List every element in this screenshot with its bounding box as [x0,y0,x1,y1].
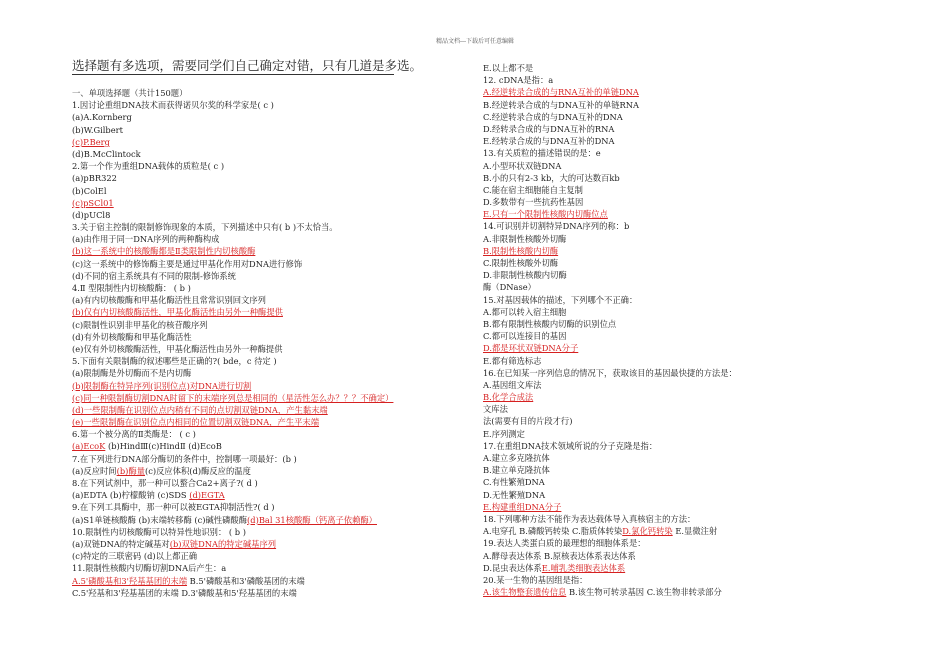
left-line: (d)pUCl8 [72,209,111,220]
right-line: E.经转录合成的与DNA互补的DNA [483,136,615,147]
right-line: A.酵母表达体系 B.原核表达体系表达体系 [483,550,636,561]
left-line: (b)ColEl [72,185,107,196]
left-line [72,245,472,257]
highlighted-answer: (b)这一系统中的核酸酶都是Ⅱ类限制性内切核酸酶 [72,246,256,257]
right-line: 14.可识别并切割特异DNA序列的称：b [483,221,630,232]
left-line: (a)A.Kornberg [72,112,132,123]
right-line: 17.在重组DNA技术领域所说的分子克隆是指： [483,440,658,451]
right-line: 20.某一生物的基因组是指： [483,574,588,585]
left-line [72,380,472,392]
left-line: (a)反应时间(b)酶量(c)反应体积(d)酶反应的温度 [72,465,251,476]
right-line: D.经转录合成的与DNA互补的RNA [483,123,615,134]
left-line: (c)这一系统中的修饰酶主要是通过甲基化作用对DNA进行修饰 [72,258,303,269]
left-line: (a)有内切核酸酶和甲基化酶活性且常常识别回文序列 [72,295,266,306]
right-line: C.经逆转录合成的与DNA互补的DNA [483,111,623,122]
highlighted-answer: E.构建重组DNA分子 [483,501,562,512]
left-line: (a)S1单链核酸酶 (b)末端转移酶 (c)碱性磷酸酶(d)Bal 31核酸酶（钙离子依赖酶） [72,514,377,525]
right-line: 法(需要有目的片段才行) [483,416,573,427]
left-line: (d)有外切核酸酶和甲基化酶活性 [72,331,192,342]
left-line [72,416,472,428]
right-line: E.序列测定 [483,428,525,439]
left-line: 10.限制性内切核酸酶可以特异性地识别： ( b ) [72,526,246,537]
left-line [72,404,472,416]
right-column [483,62,883,598]
left-line: C.5'羟基和3'羟基基团的末端 D.3'磷酸基和5'羟基基团的末端 [72,587,297,598]
left-line: (a)pBR322 [72,173,117,184]
right-line [483,245,883,257]
right-line: D.多数带有一些抗药性基因 [483,197,584,208]
left-line: 11.限制性核酸内切酶切割DNA后产生：a [72,563,227,574]
right-line [483,501,883,513]
highlighted-answer: (d)EGTA [189,490,225,501]
right-line: C.有性繁殖DNA [483,477,545,488]
left-line: 7.在下列进行DNA部分酶切的条件中，控制哪一项最好：(b ) [72,453,297,464]
right-line: A.非限制性核酸外切酶 [483,233,567,244]
right-line: B.建立单克隆抗体 [483,465,550,476]
highlighted-answer: (b)仅有内切核酸酶活性，甲基化酶活性由另外一种酶提供 [72,307,283,318]
left-line: (a)双链DNA的特定碱基对(b)双链DNA的特定碱基序列 [72,538,277,549]
right-line: 18.下列哪种方法不能作为表达载体导入真核宿主的方法： [483,513,696,524]
right-line: A.建立多克隆抗体 [483,453,550,463]
highlighted-answer: (b)酶量 [116,465,145,476]
right-lines [483,62,883,598]
left-line: 2.第一个作为重组DNA载体的质粒是( c ) [72,161,225,172]
highlighted-answer: (c)同一种限制酶切割DNA时留下的末端序列总是相同的（星活性怎么办？？？不确定） [72,392,394,403]
left-lines [72,87,472,599]
left-line: (d)不同的宿主系统具有不同的限制-修饰系统 [72,270,236,281]
right-line [483,342,883,354]
highlighted-answer: (a)EcoK [72,441,106,452]
highlighted-answer: A.5'磷酸基和3'羟基基团的末端 [72,575,188,586]
highlighted-answer: B.限制性核酸内切酶 [483,245,559,256]
left-line: 6.第一个被分离的Ⅱ类酶是： ( c ) [72,429,196,440]
left-line: (a)限制酶是外切酶而不是内切酶 [72,368,192,379]
left-line: (a)EDTA (b)柠檬酸钠 (c)SDS (d)EGTA [72,490,225,501]
left-line: 9.在下列工具酶中，那一种可以被EGTA抑制活性?( d ) [72,502,275,513]
right-line: D.非限制性核酸内切酶 [483,270,567,281]
left-line: (c)特定的三联密码 (d)以上都正确 [72,551,198,562]
highlighted-answer: E.只有一个限制性核酸内切酶位点 [483,209,608,220]
highlighted-answer: (d)一些限制酶在识别位点内稍有不同的点切割双链DNA，产生黏末端 [72,404,328,415]
highlighted-answer: B.化学合成法 [483,392,534,403]
highlighted-answer: (d)Bal 31核酸酶（钙离子依赖酶） [247,514,377,525]
right-line: B.小的只有2-3 kb，大的可达数百kb [483,172,620,183]
right-line: C.都可以连接目的基因 [483,331,567,342]
right-line: 13.有关质粒的描述错误的是：e [483,148,601,159]
right-line: E.都有筛选标志 [483,355,542,366]
right-line: 16.在已知某一序列信息的情况下，获取该目的基因最快捷的方法是： [483,367,737,378]
page-header: 精品文档---下载后可任意编辑 [435,38,515,45]
right-line: B.都有限制性核酸内切酶的识别位点 [483,318,617,329]
right-line: 12. cDNA是指：a [483,75,554,86]
right-line: A.基因组文库法 [483,379,542,390]
left-column [72,58,472,599]
left-line [72,306,472,318]
left-line: (d)B.McClintock [72,148,141,159]
left-line: 3.关于宿主控制的限制修饰现象的本质，下列描述中只有( b )不太恰当。 [72,222,338,233]
highlighted-answer: (b)限制酶在特异序列(识别位点)对DNA进行切割 [72,380,252,391]
right-line: A.该生物整套遗传信息 B.该生物可转录基因 C.该生物非转录部分 [483,587,722,598]
left-line: (e)仅有外切核酸酶活性，甲基化酶活性由另外一种酶提供 [72,343,283,354]
right-line: E.以上都不是 [483,63,534,73]
left-line: (a)EcoK (b)HindⅢ(c)HindⅡ (d)EcoB [72,441,222,452]
highlighted-answer: (c)P.Berg [72,136,110,147]
left-line: 5.下面有关限制酶的叙述哪些是正确的?( bde，c 待定 ) [72,356,277,367]
highlighted-answer: (c)pSCl01 [72,197,114,208]
highlighted-answer: (e)一些限制酶在识别位点内相同的位置切割双链DNA，产生平末端 [72,417,320,428]
right-line: D.昆虫表达体系E.哺乳类细胞表达体系 [483,562,626,573]
highlighted-answer: D.都是环状双链DNA分子 [483,343,579,354]
right-line: A.小型环状双链DNA [483,160,562,171]
right-line: D.无性繁殖DNA [483,489,546,500]
highlighted-answer: (b)双链DNA的特定碱基序列 [169,538,277,549]
highlighted-answer: A.经逆转录合成的与RNA互补的单链DNA [483,87,639,98]
right-line: A.电穿孔 B.磷酸钙转染 C.脂质体转染D.氯化钙转染 E.显微注射 [483,526,718,537]
left-line [72,197,472,209]
left-line [72,392,472,404]
right-line: C.限制性核酸外切酶 [483,258,559,268]
left-line: (c)限制性识别非甲基化的核苷酸序列 [72,319,208,330]
right-line: 15.对基因载体的描述，下列哪个不正确： [483,294,638,305]
right-line: B.经逆转录合成的与DNA互补的单链RNA [483,99,639,110]
left-line: (a)由作用于同一DNA序列的两种酶构成 [72,234,220,245]
right-line [483,86,883,98]
left-line: 1.因讨论重组DNA技术而获得诺贝尔奖的科学家是( c ) [72,100,274,111]
left-line: A.5'磷酸基和3'羟基基团的末端 B.5'磷酸基和3'磷酸基团的末端 [72,575,305,586]
highlighted-answer: A.该生物整套遗传信息 [483,587,567,598]
right-line: A.都可以转入宿主细胞 [483,306,567,317]
highlighted-answer: E.哺乳类细胞表达体系 [541,562,626,573]
left-line [72,136,472,148]
right-line: 文库法 [483,404,508,415]
left-line: 4.Ⅱ 型限制性内切核酸酶： ( b ) [72,283,191,293]
right-line [483,391,883,403]
left-line: (b)W.Gilbert [72,124,123,135]
left-line: 一、单项选择题（共计150题） [72,88,188,98]
right-line: 酶（DNase） [483,282,536,293]
left-line: 8.在下列试剂中，那一种可以螯合Ca2+离子?( d ) [72,478,258,488]
right-line [483,208,883,220]
instruction-note: 选择题有多选项，需要同学们自己确定对错，只有几道是多选。 [72,58,423,73]
right-line: C.能在宿主细胞能自主复制 [483,184,583,195]
right-line: 19.表达人类蛋白质的最理想的细胞体系是： [483,538,646,549]
highlighted-answer: D.氯化钙转染 [622,526,673,537]
